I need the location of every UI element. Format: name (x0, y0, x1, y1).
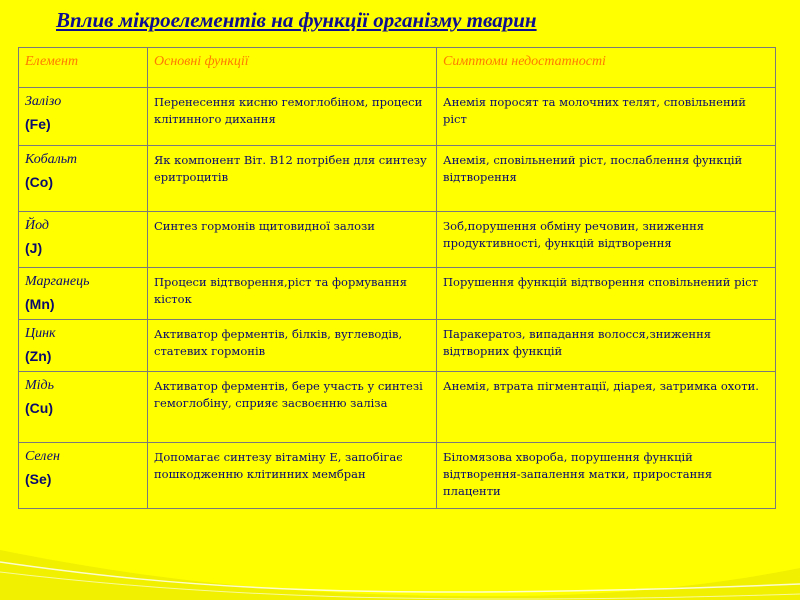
element-symbol: (Mn) (25, 296, 55, 312)
element-name: Мідь (25, 378, 55, 393)
element-cell (19, 320, 148, 372)
table-row (19, 372, 776, 443)
symptoms-cell: Паракератоз, випадання волосся,зниження відтворних функцій (437, 320, 776, 372)
element-cell (19, 372, 148, 443)
element-name: Кобальт (25, 152, 78, 167)
symptoms-cell: Анемія, втрата пігментації, діарея, затримка охоти. (437, 372, 776, 443)
wave-decoration (0, 510, 800, 600)
element-symbol: (Cu) (25, 400, 53, 416)
element-cell (19, 88, 148, 146)
table-row (19, 320, 776, 372)
element-name: Йод (25, 218, 50, 233)
table-row (19, 443, 776, 509)
element-name: Залізо (25, 94, 62, 109)
symptoms-cell: Анемія поросят та молочних телят, сповільнений ріст (437, 88, 776, 146)
element-symbol: (Co) (25, 174, 53, 190)
element-symbol: (J) (25, 240, 43, 256)
element-symbol: (Zn) (25, 348, 52, 364)
table-row (19, 212, 776, 268)
functions-cell: Як компонент Віт. В12 потрібен для синтезу еритроцитів (148, 146, 437, 212)
symptoms-cell: Порушення функцій відтворення сповільнений ріст (437, 268, 776, 320)
symptoms-cell: Анемія, сповільнений ріст, послаблення функцій відтворення (437, 146, 776, 212)
table-header-row (19, 48, 776, 88)
table-row (19, 268, 776, 320)
element-cell (19, 212, 148, 268)
symptoms-cell: Зоб,порушення обміну речовин, зниження продуктивності, функцій відтворення (437, 212, 776, 268)
element-symbol: (Fe) (25, 116, 51, 132)
element-name: Цинк (25, 326, 56, 341)
element-symbol: (Se) (25, 471, 52, 487)
header-symptoms: Симптоми недостатності (437, 48, 776, 88)
element-cell (19, 443, 148, 509)
element-cell (19, 268, 148, 320)
table-row (19, 88, 776, 146)
header-element: Елемент (19, 48, 148, 88)
functions-cell: Перенесення кисню гемоглобіном, процеси клітинного дихання (148, 88, 437, 146)
functions-cell: Процеси відтворення,ріст та формування кісток (148, 268, 437, 320)
header-functions: Основні функції (148, 48, 437, 88)
functions-cell: Допомагає синтезу вітаміну Е, запобігає пошкодженню клітинних мембран (148, 443, 437, 509)
slide-title: Вплив мікроелементів на функції організму тварин (56, 8, 537, 32)
table-row (19, 146, 776, 212)
symptoms-cell: Біломязова хвороба, порушення функцій відтворення-запалення матки, приростання плаценти (437, 443, 776, 509)
element-name: Селен (25, 449, 60, 464)
functions-cell: Активатор ферментів, білків, вуглеводів, статевих гормонів (148, 320, 437, 372)
functions-cell: Синтез гормонів щитовидної залози (148, 212, 437, 268)
element-cell (19, 146, 148, 212)
microelements-table (18, 47, 776, 509)
functions-cell: Активатор ферментів, бере участь у синтезі гемоглобіну, сприяє засвоєнню заліза (148, 372, 437, 443)
element-name: Марганець (25, 274, 90, 289)
